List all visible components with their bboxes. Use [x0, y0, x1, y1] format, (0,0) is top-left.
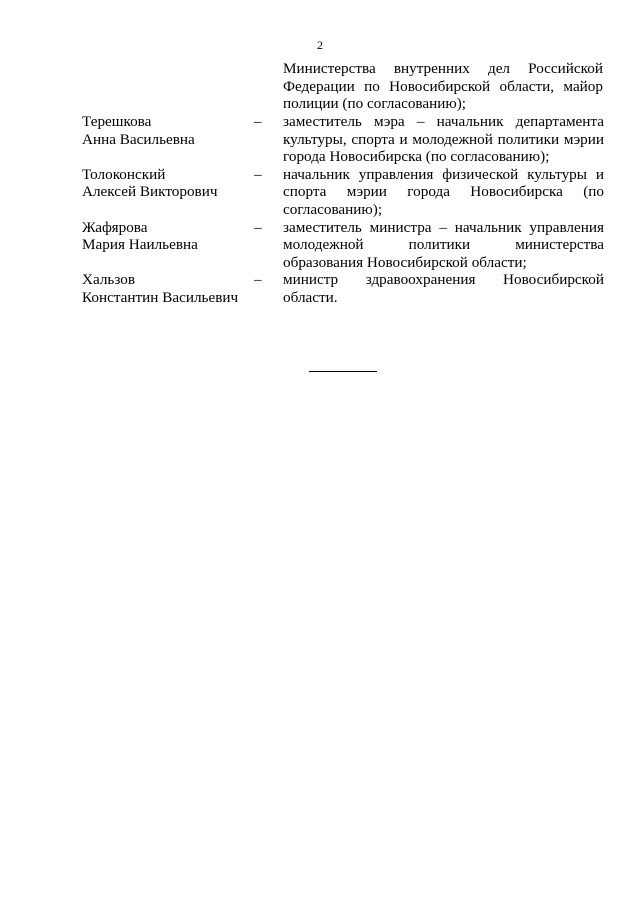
member-dash: – [254, 271, 262, 289]
member-surname: Хальзов [82, 271, 136, 289]
member-surname: Жафярова [82, 218, 148, 236]
member-row [82, 271, 604, 306]
continuation-text: Министерства внутренних дел Российской Федерации по Новосибирской области, майор полиции (по согласованию); [283, 60, 603, 113]
member-given-names: Анна Васильевна [82, 130, 195, 148]
member-role: министр здравоохранения Новосибирской области. [283, 271, 604, 306]
member-given-names: Константин Васильевич [82, 288, 239, 306]
member-name [82, 271, 254, 306]
member-name [82, 219, 254, 272]
member-row [82, 113, 604, 166]
member-dash: – [254, 218, 262, 236]
member-list [82, 113, 604, 307]
member-row [82, 166, 604, 219]
page-number: 2 [317, 38, 323, 52]
member-surname: Толоконский [82, 165, 166, 183]
member-role: заместитель министра – начальник управления молодежной политики министерства образования Новосибирской области; [283, 218, 604, 271]
document-end-separator [309, 371, 377, 372]
member-dash: – [254, 113, 262, 130]
member-given-names: Алексей Викторович [82, 183, 218, 201]
member-given-names: Мария Наильевна [82, 236, 198, 254]
member-row [82, 219, 604, 272]
member-role: начальник управления физической культуры и спорта мэрии города Новосибирска (по согласованию); [283, 165, 604, 218]
member-name [82, 113, 254, 166]
member-role: заместитель мэра – начальник департамента культуры, спорта и молодежной политики мэрии города Новосибирска (по согласованию); [283, 113, 604, 166]
member-dash: – [254, 165, 262, 183]
member-surname: Терешкова [82, 113, 152, 130]
member-name [82, 166, 254, 219]
